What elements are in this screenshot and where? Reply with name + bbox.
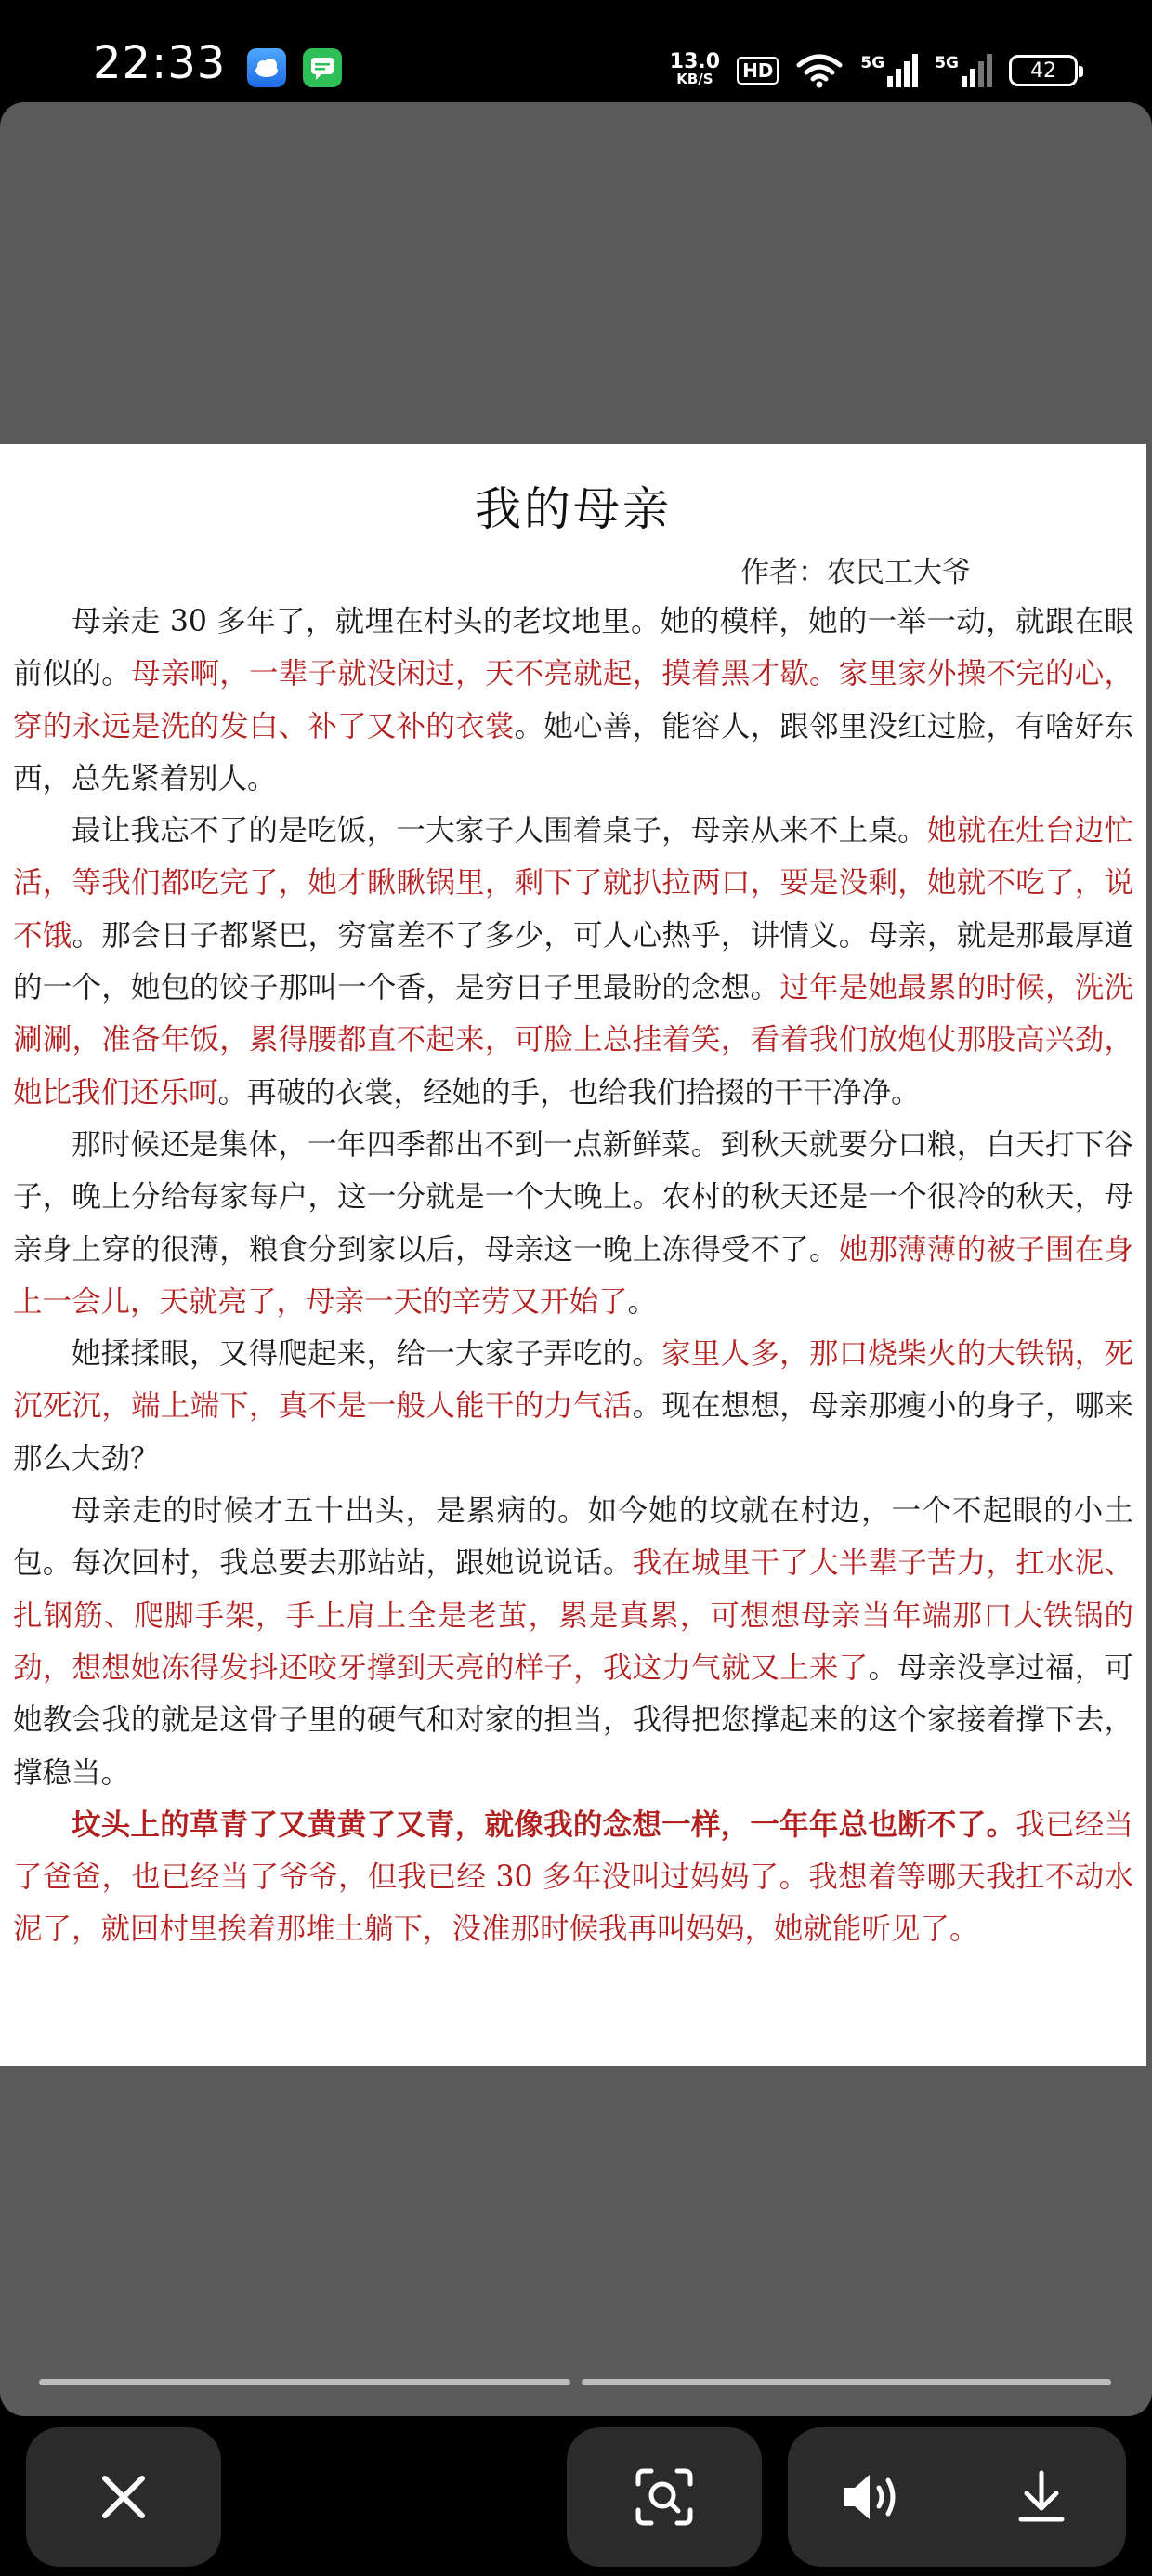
download-icon (1015, 2469, 1067, 2525)
scan-button[interactable] (567, 2427, 762, 2567)
highlighted-text: 坟头上的草青了又黄黄了又青，就像我的念想一样，一年年总也断不了。 (72, 1807, 1016, 1842)
body-text: 母亲走的时候才五十出头，是累病的。如今她的坟就在村边，一个不起眼的小土包。每次回村，我总要去那站站，跟她说说话。 (13, 1494, 1133, 1581)
document-paragraph (13, 1799, 1133, 1956)
cellular-signal-1: 5G (860, 54, 918, 87)
status-indicators (670, 43, 1078, 99)
scan-search-icon (635, 2467, 694, 2527)
cellular-signal-2: 5G (935, 54, 992, 87)
body-text: 。现在想想，母亲那瘦小的身子，哪来那么大劲？ (13, 1389, 1133, 1476)
document-paragraph (13, 1485, 1133, 1799)
speaker-button[interactable] (817, 2441, 928, 2553)
highlighted-text: 母亲啊，一辈子就没闲过，天不亮就起，摸着黑才歇。家里家外操不完的心，穿的永远是洗的发白、补了又补的衣裳 (13, 657, 1133, 743)
weather-app-icon (247, 48, 286, 87)
action-bar (0, 2416, 1152, 2576)
document-body (13, 596, 1133, 1956)
highlighted-text: 我已经当了爸爸，也已经当了爷爷，但我已经 30 多年没叫过妈妈了。我想着等哪天我扛不动水泥了，就回村里挨着那堆土躺下，没准那时候我再叫妈妈，她就能听见了。 (13, 1807, 1133, 1947)
media-controls (788, 2427, 1126, 2567)
status-bar (0, 0, 1152, 102)
highlighted-text: 过年是她最累的时候，洗洗涮涮，准备年饭，累得腰都直不起来，可脸上总挂着笑，看着我们放炮仗那股高兴劲，她比我们还乐呵 (13, 971, 1133, 1110)
messages-app-icon (303, 48, 342, 87)
page-indicator-right (582, 2379, 1111, 2385)
body-text: 。 (627, 1284, 658, 1319)
body-text: 。她心善，能容人，跟邻里没红过脸，有啥好东西，总先紧着别人。 (13, 709, 1133, 795)
download-button[interactable] (986, 2441, 1097, 2553)
document-author: 作者：农民工大爷 (740, 556, 971, 589)
battery-indicator: 42 (1009, 55, 1078, 86)
body-text: 。那会日子都紧巴，穷富差不了多少，可人心热乎，讲情义。母亲，就是那最厚道的一个，她包的饺子那叫一个香，是穷日子里最盼的念想。 (13, 918, 1133, 1005)
document-title: 我的母亲 (475, 482, 672, 536)
page-indicator-left (39, 2379, 570, 2385)
document-paragraph (13, 1119, 1133, 1328)
document-paragraph (13, 1328, 1133, 1485)
highlighted-text: 家里人多，那口烧柴火的大铁锅，死沉死沉，端上端下，真不是一般人能干的力气活 (13, 1337, 1133, 1424)
close-icon (98, 2471, 150, 2523)
signal-bars-icon (962, 54, 992, 87)
body-text: 最让我忘不了的是吃饭，一大家子人围着桌子，母亲从来不上桌。 (72, 814, 927, 848)
body-text: 她揉揉眼，又得爬起来，给一大家子弄吃的。 (72, 1337, 662, 1372)
network-speed: 13.0 KB/S (669, 50, 721, 87)
body-text: 母亲走 30 多年了，就埋在村头的老坟地里。她的模样，她的一举一动，就跟在眼前似的。 (13, 605, 1133, 691)
highlighted-text: 她那薄薄的被子围在身上一会儿，天就亮了，母亲一天的辛劳又开始了 (13, 1232, 1133, 1319)
body-text: 。母亲没享过福，可她教会我的就是这骨子里的硬气和对家的担当，我得把您撑起来的这个家接着撑下去，撑稳当。 (13, 1650, 1133, 1790)
highlighted-text: 她就在灶台边忙活，等我们都吃完了，她才瞅瞅锅里，剩下了就扒拉两口，要是没剩，她就不吃了，说不饿 (13, 814, 1133, 953)
wifi-icon (795, 52, 844, 89)
document-paragraph (13, 596, 1133, 805)
close-button[interactable] (26, 2427, 221, 2567)
body-text: 那时候还是集体，一年四季都出不到一点新鲜菜。到秋天就要分口粮，白天打下谷子，晚上分给每家每户，这一分就是一个大晚上。农村的秋天还是一个很冷的秋天，母亲身上穿的很薄，粮食分到家以后，母亲这一晚上冻得受不了。 (13, 1127, 1133, 1267)
document-paragraph (13, 805, 1133, 1119)
speaker-icon (840, 2471, 905, 2523)
hd-badge: HD (737, 57, 779, 85)
status-time: 22:33 (93, 37, 227, 89)
body-text: 。再破的衣裳，经她的手，也给我们拾掇的干干净净。 (217, 1075, 921, 1110)
highlighted-text: 我在城里干了大半辈子苦力，扛水泥、扎钢筋、爬脚手架，手上肩上全是老茧，累是真累，可想想母亲当年端那口大铁锅的劲，想想她冻得发抖还咬牙撑到天亮的样子，我这力气就又上来了 (13, 1546, 1133, 1685)
document-image (0, 444, 1146, 2066)
signal-bars-icon (887, 54, 918, 87)
image-viewer[interactable] (0, 102, 1152, 2416)
